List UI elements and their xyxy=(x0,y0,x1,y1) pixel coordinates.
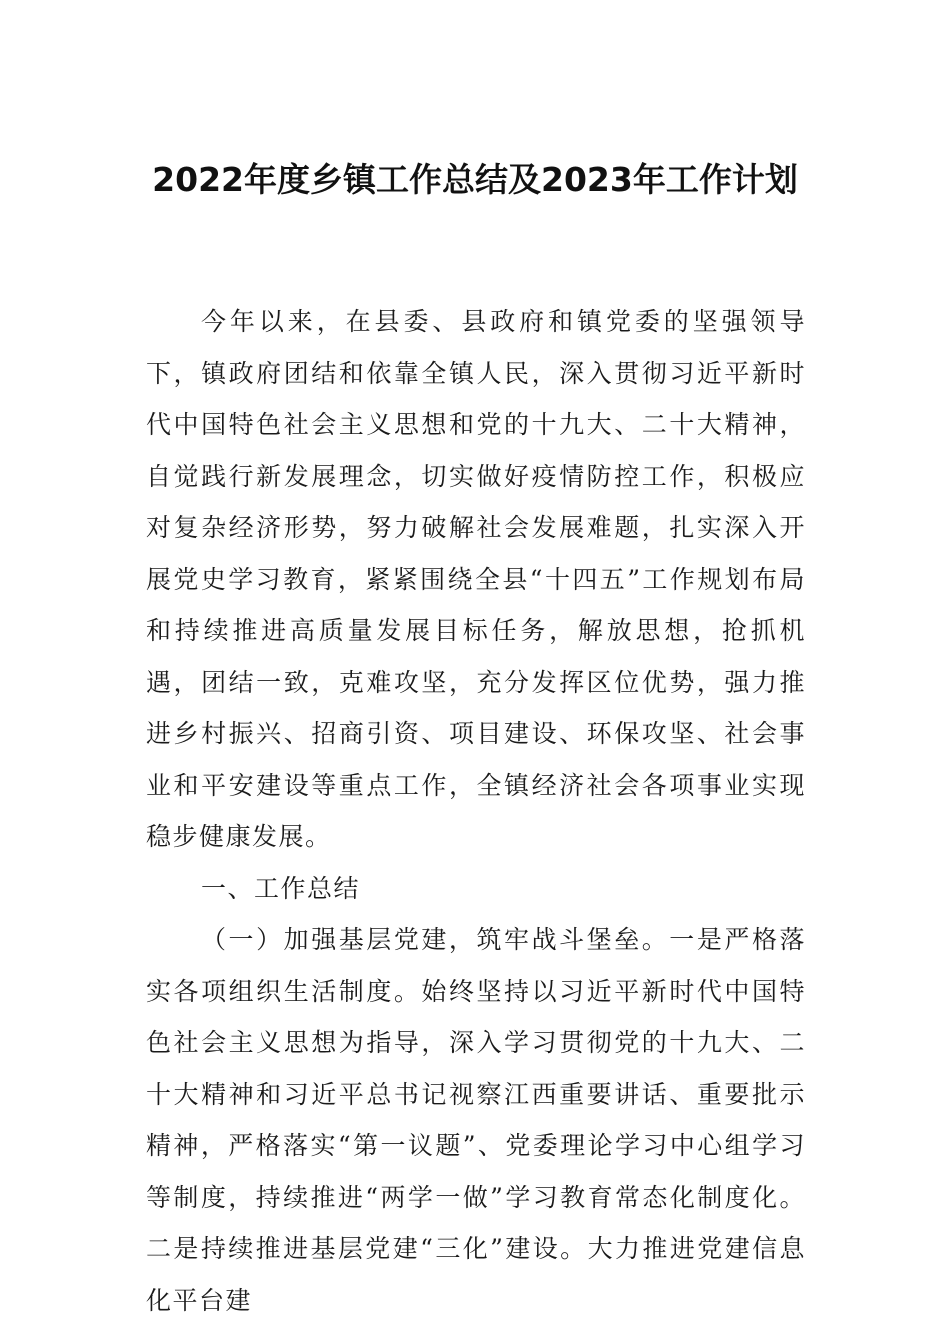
document-title: 2022年度乡镇工作总结及2023年工作计划 xyxy=(152,160,798,199)
document-body xyxy=(146,296,806,1326)
section-heading-work-summary: 一、工作总结 xyxy=(201,873,361,903)
party-building-paragraph: （一）加强基层党建，筑牢战斗堡垒。一是严格落实各项组织生活制度。始终坚持以习近平新时代中国特色社会主义思想为指导，深入学习贯彻党的十九大、二十大精神和习近平总书记视察江西重要讲话、重要批示精神，严格落实“第一议题”、党委理论学习中心组学习等制度，持续推进“两学一做”学习教育常态化制度化。二是持续推进基层党建“三化”建设。大力推进党建信息化平台建 xyxy=(146,925,806,1315)
intro-paragraph: 今年以来，在县委、县政府和镇党委的坚强领导下，镇政府团结和依靠全镇人民，深入贯彻习近平新时代中国特色社会主义思想和党的十九大、二十大精神，自觉践行新发展理念，切实做好疫情防控工作，积极应对复杂经济形势，努力破解社会发展难题，扎实深入开展党史学习教育，紧紧围绕全县“十四五”工作规划布局和持续推进高质量发展目标任务，解放思想，抢抓机遇，团结一致，克难攻坚，充分发挥区位优势，强力推进乡村振兴、招商引资、项目建设、环保攻坚、社会事业和平安建设等重点工作，全镇经济社会各项事业实现稳步健康发展。 xyxy=(146,307,806,851)
